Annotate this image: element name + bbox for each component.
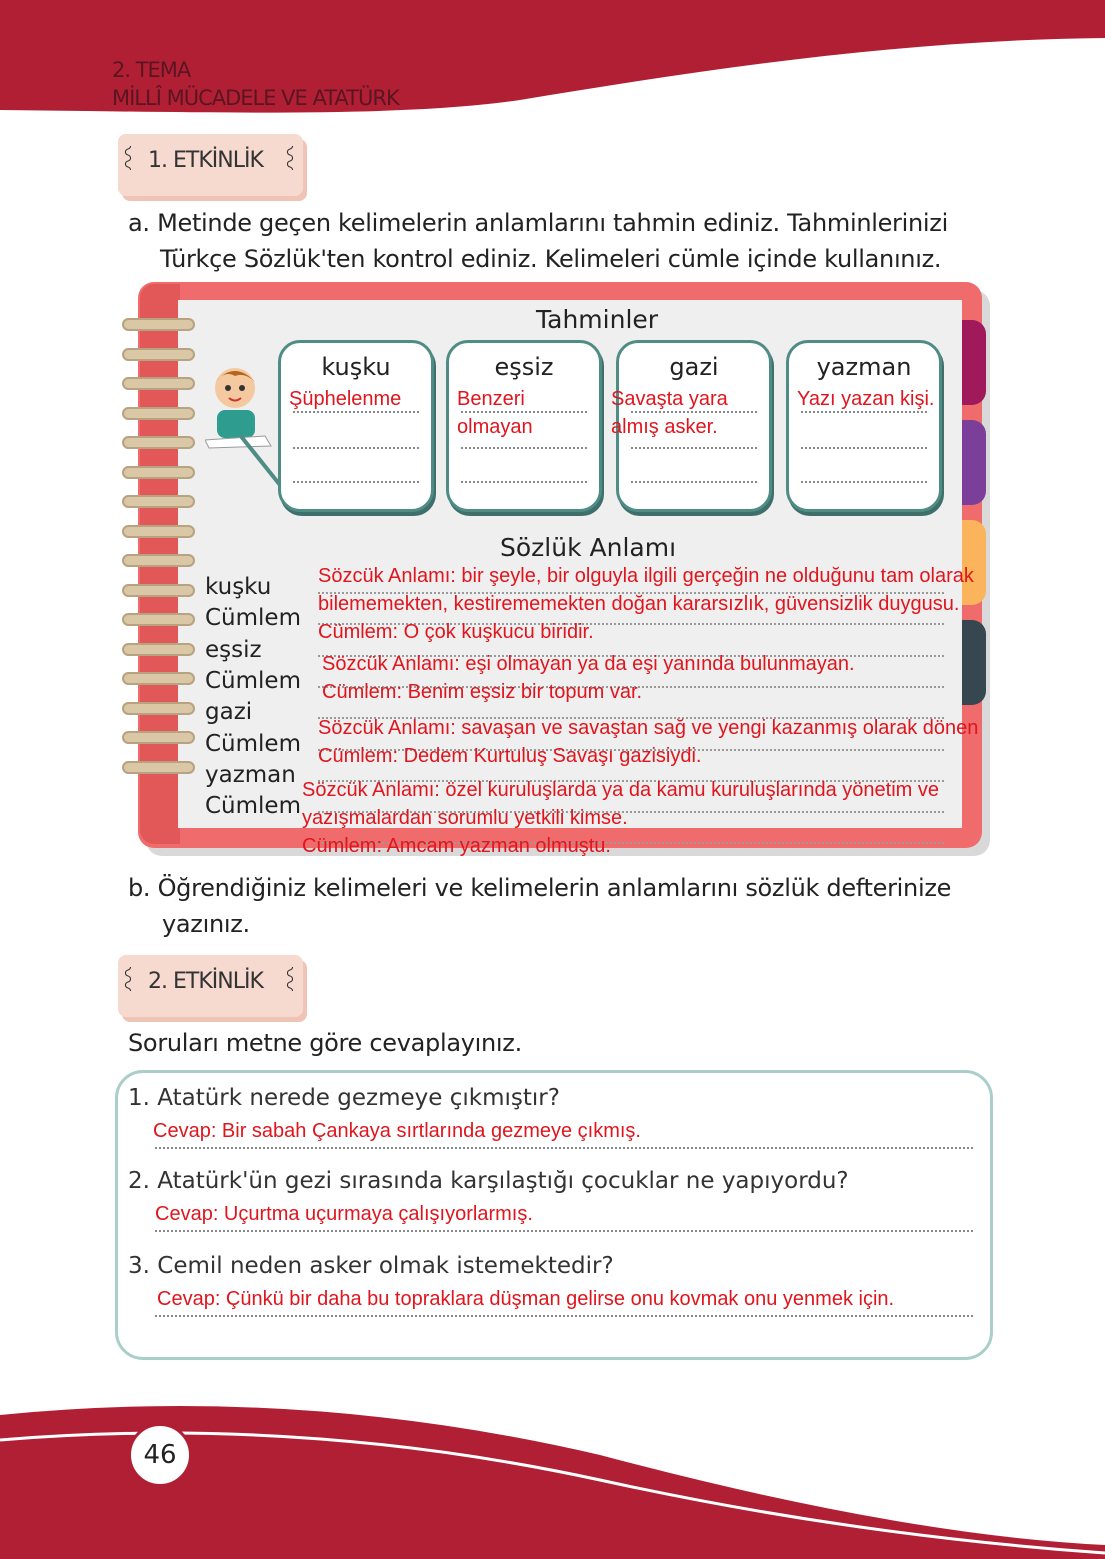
sentence-label: Cümlem [205,793,301,820]
spiral-ring [122,436,195,449]
notebook-tab [962,420,986,505]
dictionary-answer[interactable]: Sözcük Anlamı: eşi olmayan ya da eşi yanında bulunmayan. [322,653,855,675]
spiral-ring [122,613,195,626]
spiral-ring [122,731,195,744]
dictionary-answer[interactable]: yazışmalardan sorumlu yetkili kimse. [302,807,628,829]
word-label: eşsiz [205,636,262,663]
dictionary-answer[interactable]: Sözcük Anlamı: savaşan ve savaştan sağ ve yengi kazanmış olarak dönen [318,717,979,739]
answer-text[interactable]: Cevap: Çünkü bir daha bu topraklara düşman gelirse onu kovmak onu yenmek için. [157,1288,895,1310]
guess-card [611,340,772,512]
spiral-ring [122,318,195,331]
dictionary-answer[interactable]: Cümlem: Benim eşsiz bir topum var. [322,681,643,703]
spiral-ring [122,466,195,479]
spiral-ring [122,377,195,390]
answer-line [155,1147,973,1149]
guess-answer[interactable]: Yazı yazan kişi. [797,388,935,410]
spiral-ring [122,407,195,420]
sentence-label: Cümlem [205,667,301,694]
guess-card [278,340,434,512]
spiral-ring [122,584,195,597]
spiral-ring [122,643,195,656]
card-word: gazi [669,353,719,381]
spiral-ring [122,348,195,361]
page-number: 46 [128,1423,192,1487]
answer-text[interactable]: Cevap: Bir sabah Çankaya sırtlarında gezmeye çıkmış. [153,1120,641,1142]
dictionary-answer[interactable]: Sözcük Anlamı: özel kuruluşlarda ya da kamu kuruluşlarında yönetim ve [302,779,939,801]
notebook-tab [962,520,986,605]
theme-heading: 2. TEMA MİLLÎ MÜCADELE VE ATATÜRK [112,58,399,110]
answer-line [155,1315,973,1317]
spiral-ring [122,672,195,685]
spiral-ring [122,554,195,567]
word-label: yazman [205,761,296,788]
guess-card [446,340,602,512]
question-text: 3. Cemil neden asker olmak istemektedir? [128,1253,614,1279]
activity-2-badge: 〰 2. ETKİNLİK 〰 [118,955,303,1017]
card-word: kuşku [321,353,391,381]
word-label: gazi [205,699,253,726]
dictionary-answer[interactable]: bilememekten, kestirememekten doğan kararsızlık, güvensizlik duygusu. [318,593,960,615]
question-text: 2. Atatürk'ün gezi sırasında karşılaştığı çocuklar ne yapıyordu? [128,1168,849,1194]
answer-text[interactable]: Cevap: Uçurtma uçurmaya çalışıyorlarmış. [155,1203,533,1225]
instruction-b: b. Öğrendiğiniz kelimeleri ve kelimelerin anlamlarını sözlük defterinize yazınız. [128,874,952,938]
notebook-tab [962,620,986,705]
guess-answer[interactable]: Benzeri olmayan [457,388,533,438]
spiral-ring [122,702,195,715]
answer-line [155,1230,973,1232]
guess-answer[interactable]: Şüphelenme [289,388,402,410]
activity-1-badge: 〰 1. ETKİNLİK 〰 [118,134,303,196]
activity-2-instruction: Soruları metne göre cevaplayınız. [128,1029,522,1057]
instruction-a: a. Metinde geçen kelimelerin anlamlarını tahmin ediniz. Tahminlerinizi Türkçe Sözlük'ten kontrol ediniz. Kelimeleri cümle içinde kullanınız. [128,209,948,273]
sentence-label: Cümlem [205,605,301,632]
guess-card [786,340,942,512]
card-word: eşsiz [494,353,554,381]
spiral-ring [122,495,195,508]
notebook-tab [962,320,986,405]
dictionary-answer[interactable]: Cümlem: Dedem Kurtuluş Savaşı gazisiydi. [318,745,702,767]
question-text: 1. Atatürk nerede gezmeye çıkmıştır? [128,1085,560,1111]
dictionary-answer[interactable]: Sözcük Anlamı: bir şeyle, bir olguyla ilgili gerçeğin ne olduğunu tam olarak [318,565,974,587]
spiral-ring [122,525,195,538]
dictionary-answer[interactable]: Cümlem: O çok kuşkucu biridir. [318,621,594,643]
dictionary-title: Sözlük Anlamı [500,533,677,562]
card-word: yazman [816,353,912,381]
sentence-label: Cümlem [205,730,301,757]
spiral-ring [122,761,195,774]
guess-answer[interactable]: Savaşta yara almış asker. [611,388,728,438]
dictionary-answer[interactable]: Cümlem: Amcam yazman olmuştu. [302,835,611,857]
guesses-title: Tahminler [536,305,659,334]
word-label: kuşku [205,574,272,600]
